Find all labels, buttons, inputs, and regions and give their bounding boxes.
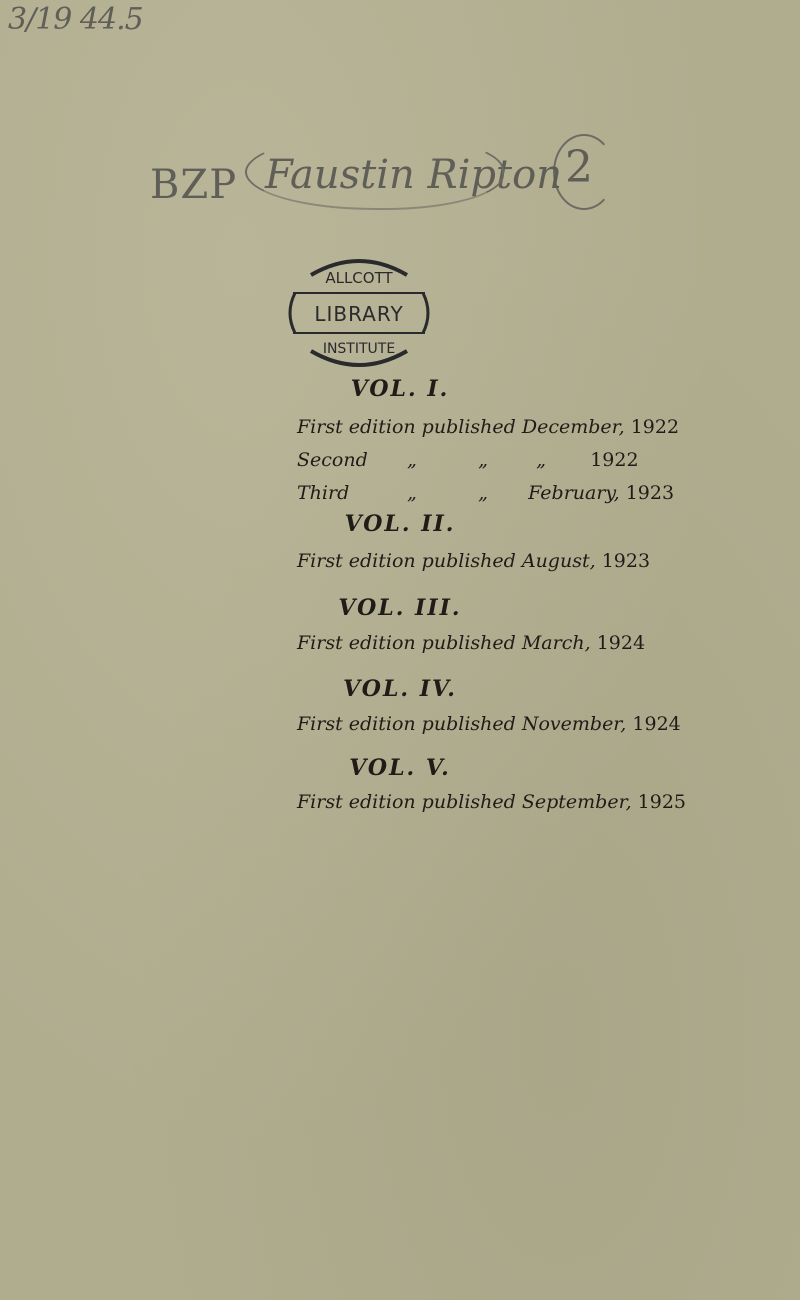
volume-5-heading: VOL. V. bbox=[349, 755, 451, 781]
edition-year: 1923 bbox=[601, 550, 651, 572]
edition-label: First edition published bbox=[297, 550, 516, 572]
edition-year: 1925 bbox=[637, 791, 687, 813]
ditto-mark: „ bbox=[478, 482, 488, 504]
edition-year: 1922 bbox=[630, 416, 680, 438]
library-stamp-icon bbox=[283, 253, 435, 373]
edition-label: First edition published bbox=[297, 632, 516, 654]
handwritten-author-name: Faustin Ripton bbox=[265, 152, 562, 198]
ditto-mark: „ bbox=[407, 449, 417, 471]
edition-month: September, bbox=[521, 791, 632, 813]
edition-month: August, bbox=[521, 550, 596, 572]
edition-year: 1924 bbox=[596, 632, 646, 654]
edition-label: First edition published bbox=[297, 416, 516, 438]
edition-label: First edition published bbox=[297, 713, 516, 735]
handwritten-top-left-note: 3/19 44.5 bbox=[8, 2, 143, 37]
vol4-edition-1 bbox=[297, 715, 681, 734]
vol2-edition-1 bbox=[297, 552, 650, 571]
volume-3-heading: VOL. III. bbox=[338, 595, 462, 621]
stamp-top-text: ALLCOTT bbox=[325, 269, 393, 287]
volume-4-heading: VOL. IV. bbox=[343, 676, 457, 702]
vol1-edition-2 bbox=[297, 451, 639, 470]
vol5-edition-1 bbox=[297, 793, 686, 812]
ditto-mark: „ bbox=[478, 449, 488, 471]
volume-1-heading: VOL. I. bbox=[350, 376, 450, 402]
vol1-edition-3 bbox=[297, 484, 674, 503]
edition-month: November, bbox=[521, 713, 627, 735]
edition-month: March, bbox=[521, 632, 591, 654]
edition-year: 1922 bbox=[590, 449, 639, 471]
edition-label: First edition published bbox=[297, 791, 516, 813]
volume-2-heading: VOL. II. bbox=[344, 511, 456, 537]
edition-month: December, bbox=[521, 416, 625, 438]
ditto-mark: „ bbox=[407, 482, 417, 504]
handwritten-shelfmark: BZP bbox=[150, 162, 238, 208]
edition-label: Second bbox=[297, 449, 368, 471]
handwritten-volume-number: 2 bbox=[565, 142, 593, 193]
vol1-edition-1 bbox=[297, 418, 679, 437]
ditto-mark: „ bbox=[536, 449, 546, 471]
edition-year: 1923 bbox=[625, 482, 675, 504]
stamp-center-text: LIBRARY bbox=[314, 302, 404, 326]
stamp-bottom-text: INSTITUTE bbox=[322, 341, 396, 357]
edition-year: 1924 bbox=[632, 713, 681, 735]
edition-month: February, bbox=[528, 482, 620, 504]
vol3-edition-1 bbox=[297, 634, 645, 653]
edition-label: Third bbox=[297, 482, 350, 504]
